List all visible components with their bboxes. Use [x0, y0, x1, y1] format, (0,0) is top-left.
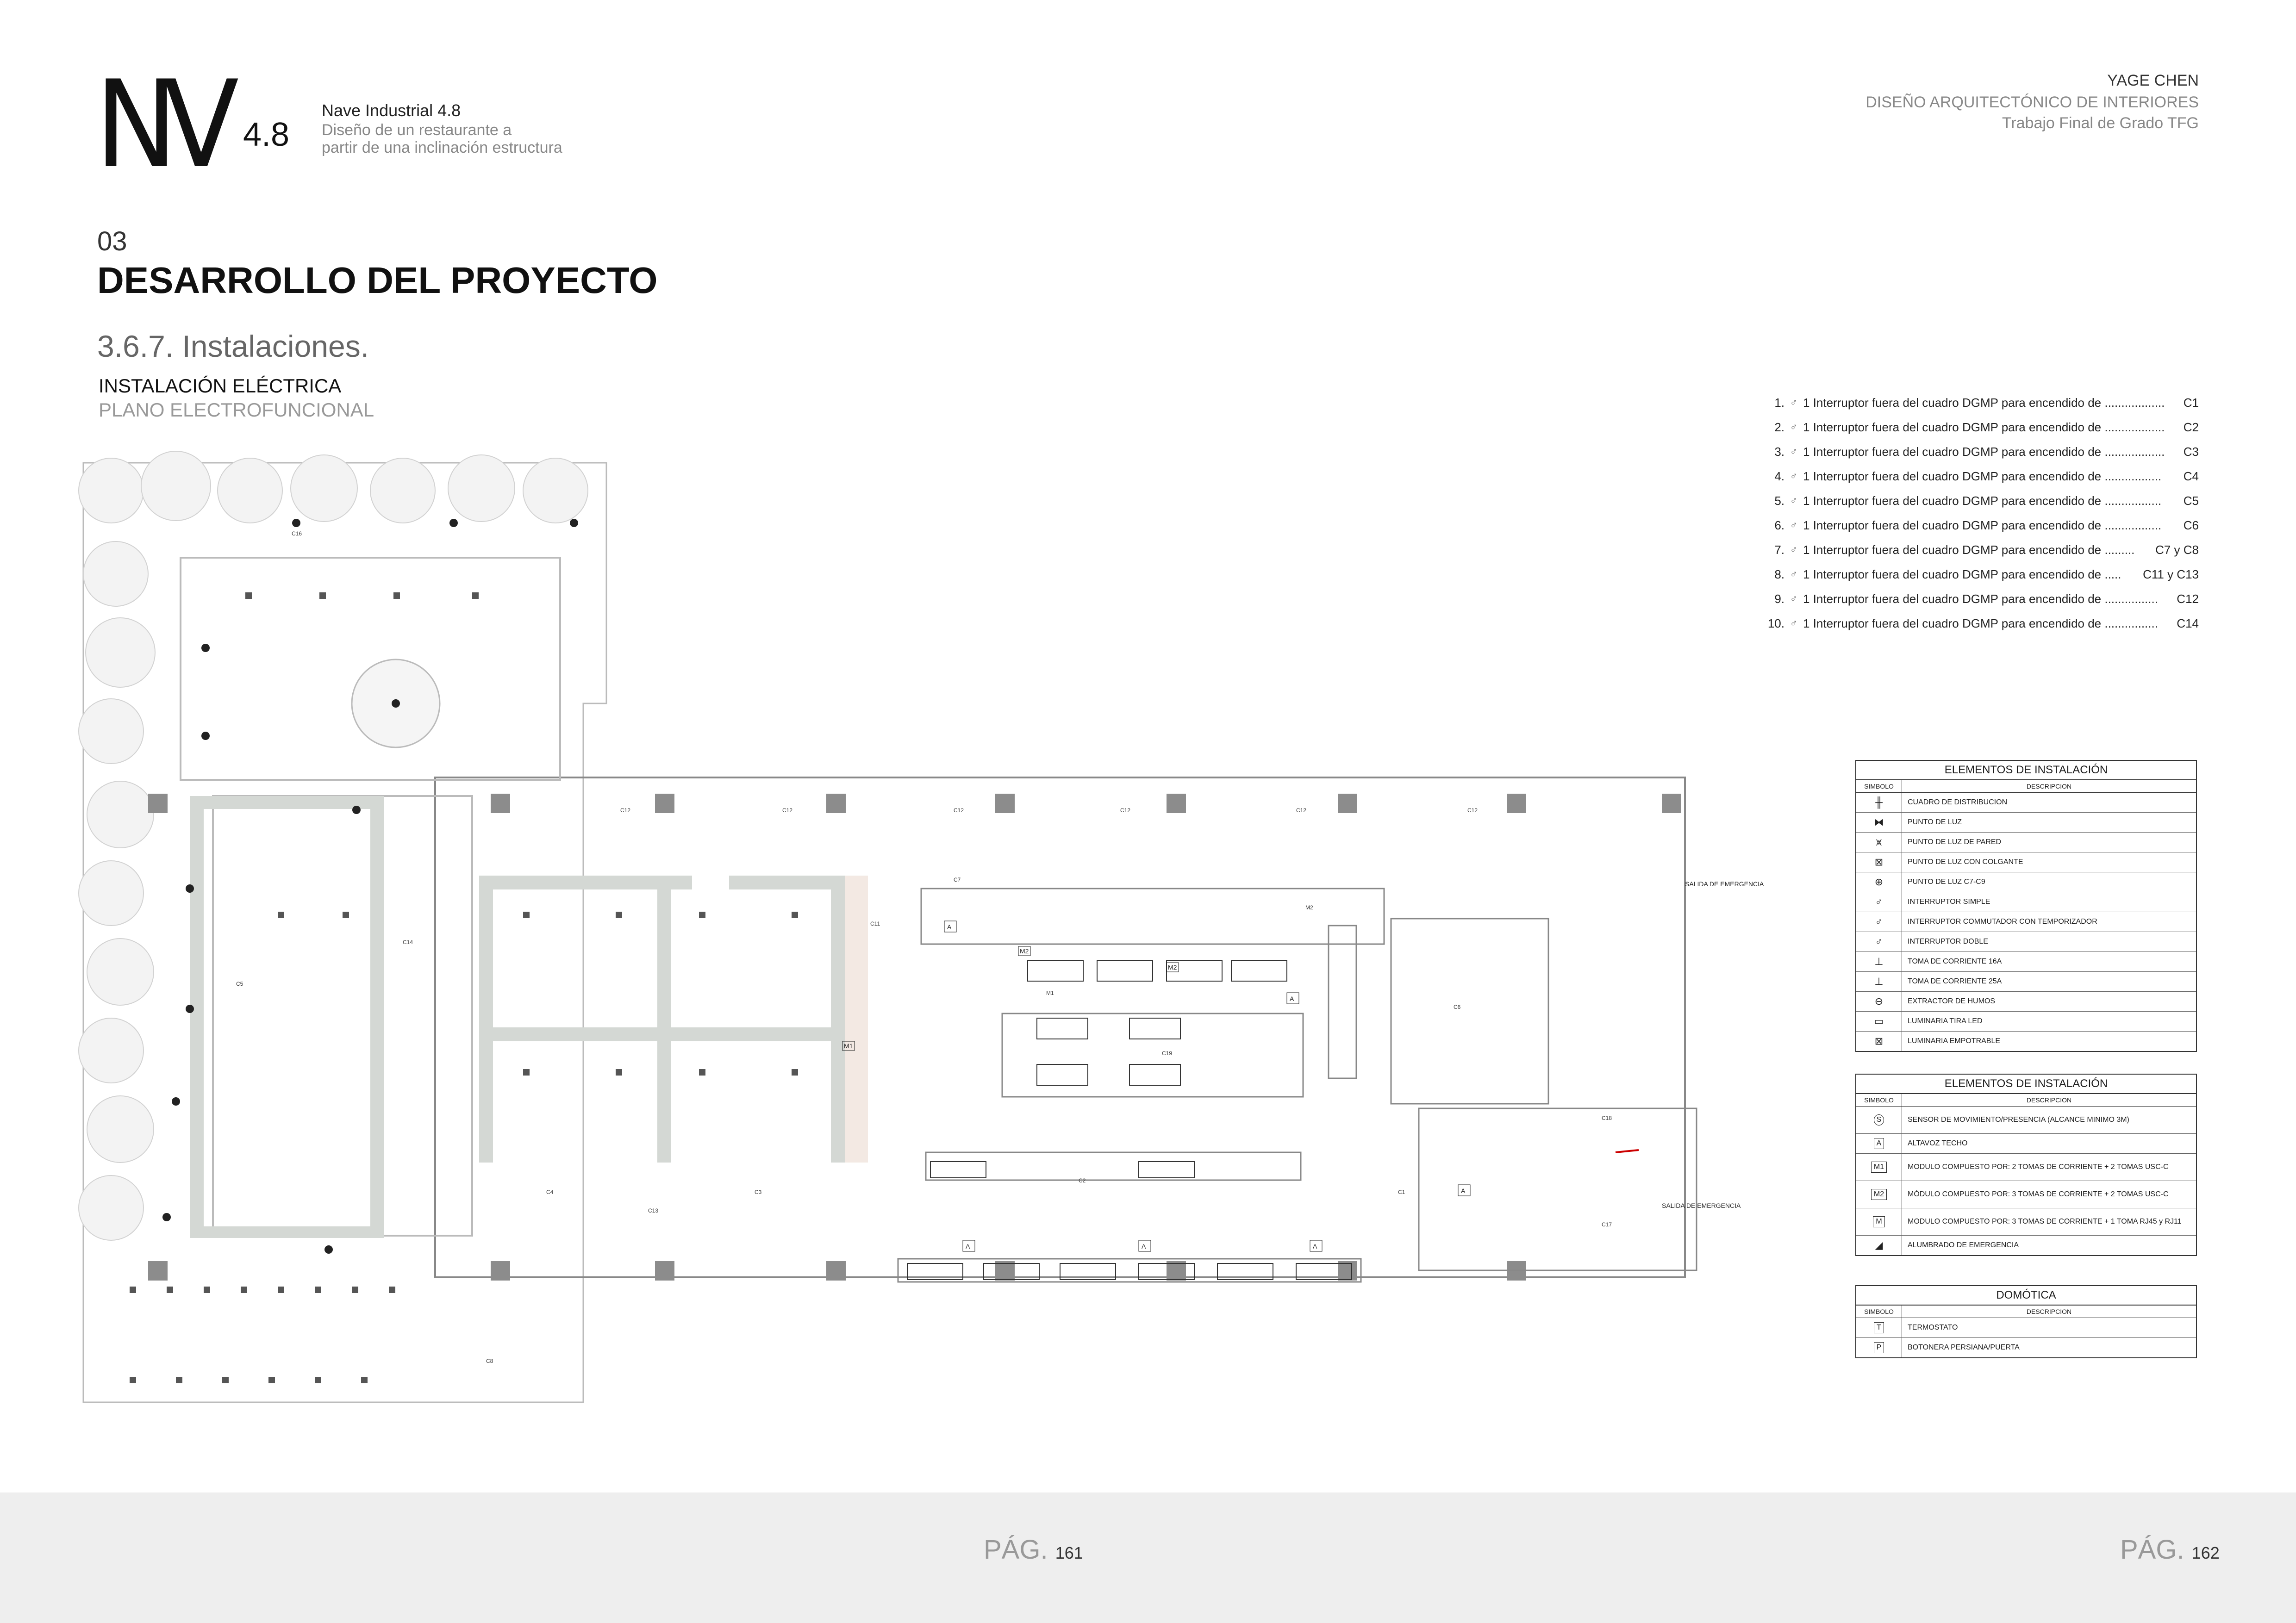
thermostat-icon: T — [1874, 1322, 1884, 1333]
svg-text:A: A — [1290, 995, 1294, 1002]
svg-text:C3: C3 — [755, 1189, 762, 1195]
legend-row: ♂ INTERRUPTOR SIMPLE — [1856, 892, 2196, 912]
legend-col-desc: DESCRIPCION — [2026, 1096, 2072, 1104]
switch-item: 10. ♂ 1 Interruptor fuera del cuadro DGMP para encendido de ................ C14 — [1767, 616, 2199, 630]
switch-item: 5. ♂ 1 Interruptor fuera del cuadro DGMP para encendido de ................. C5 — [1774, 493, 2199, 508]
logo-letters: NV — [95, 55, 225, 195]
project-title: Nave Industrial 4.8 — [322, 101, 461, 120]
switch-icon: ♂ — [1790, 519, 1798, 531]
module-m-icon: M — [1873, 1216, 1884, 1227]
wall-light-icon: ⩙ — [1856, 833, 1902, 852]
switch-item: 4. ♂ 1 Interruptor fuera del cuadro DGMP para encendido de ................. C4 — [1774, 469, 2199, 483]
module-m2-icon: M2 — [1871, 1189, 1887, 1200]
switch-icon: ♂ — [1790, 495, 1798, 506]
table-light-marks — [130, 592, 798, 1383]
legend-row: ╫ CUADRO DE DISTRIBUCION — [1856, 793, 2196, 813]
svg-text:A: A — [947, 923, 952, 931]
legend-title: ELEMENTOS DE INSTALACIÓN — [1856, 761, 2196, 780]
led-strip-icon: ▭ — [1856, 1012, 1902, 1031]
svg-text:C18: C18 — [1602, 1115, 1612, 1121]
switch-icon: ♂ — [1790, 544, 1798, 555]
switch-icon: ♂ — [1790, 397, 1798, 408]
subtitle-plan: PLANO ELECTROFUNCIONAL — [99, 399, 374, 421]
svg-text:C7: C7 — [954, 877, 961, 883]
svg-text:C12: C12 — [1120, 807, 1131, 814]
circuit-labels — [236, 530, 1612, 1364]
page-number-left: PÁG. 161 — [984, 1535, 1083, 1565]
speaker-icon: A — [1874, 1138, 1884, 1149]
light-point-icon: ⧓ — [1856, 813, 1902, 832]
svg-text:A: A — [1142, 1243, 1146, 1250]
electrical-floor-plan — [83, 454, 1764, 1412]
socket-25a-icon: ⊥ — [1856, 972, 1902, 991]
legend-col-symbol: SIMBOLO — [1856, 780, 1902, 792]
svg-text:C14: C14 — [403, 939, 413, 945]
svg-text:C12: C12 — [782, 807, 793, 814]
switch-item: 8. ♂ 1 Interruptor fuera del cuadro DGMP para encendido de ..... C11 y C13 — [1774, 567, 2199, 581]
legend-row: ⊖ EXTRACTOR DE HUMOS — [1856, 992, 2196, 1012]
switch-icon: ♂ — [1790, 470, 1798, 482]
legend-installation-elements — [1855, 760, 2197, 1052]
author-name: YAGE CHEN — [2107, 72, 2199, 89]
department: DISEÑO ARQUITECTÓNICO DE INTERIORES — [1866, 93, 2199, 111]
svg-text:C16: C16 — [292, 530, 302, 537]
emergency-exit-label: SALIDA DE EMERGENCIA — [1685, 880, 1764, 888]
switch-item: 7. ♂ 1 Interruptor fuera del cuadro DGMP para encendido de ......... C7 y C8 — [1774, 542, 2199, 557]
svg-text:M1: M1 — [844, 1042, 853, 1050]
emergency-exit-label: SALIDA DE EMERGENCIA — [1662, 1202, 1741, 1209]
switch-item: 1. ♂ 1 Interruptor fuera del cuadro DGMP para encendido de .................. C1 — [1774, 395, 2199, 410]
booth-partitions — [190, 796, 845, 1238]
legend-row: M MODULO COMPUESTO POR: 3 TOMAS DE CORRIENTE + 1 TOMA RJ45 y RJ11 — [1856, 1208, 2196, 1236]
double-switch-icon: ♂ — [1856, 932, 1902, 951]
legend-col-desc: DESCRIPCION — [2026, 783, 2072, 790]
switch-item: 2. ♂ 1 Interruptor fuera del cuadro DGMP para encendido de .................. C2 — [1774, 420, 2199, 434]
plan-outline — [83, 463, 1685, 1402]
project-desc-line1: Diseño de un restaurante a — [322, 121, 512, 139]
svg-text:M2: M2 — [1305, 904, 1313, 911]
distribution-board-icon: ╫ — [1856, 793, 1902, 812]
svg-text:C13: C13 — [648, 1207, 659, 1214]
legend-row: P BOTONERA PERSIANA/PUERTA — [1856, 1338, 2196, 1357]
switch-icon: ♂ — [1790, 421, 1798, 433]
page-number-right: PÁG. 162 — [2120, 1535, 2220, 1565]
timer-switch-icon: ♂ — [1856, 912, 1902, 932]
legend-row: ⊥ TOMA DE CORRIENTE 16A — [1856, 952, 2196, 972]
svg-text:M2: M2 — [1168, 964, 1177, 971]
legend-row: M1 MODULO COMPUESTO POR: 2 TOMAS DE CORRIENTE + 2 TOMAS USC-C — [1856, 1154, 2196, 1181]
legend-row: M2 MÓDULO COMPUESTO POR: 3 TOMAS DE CORRIENTE + 2 TOMAS USC-C — [1856, 1181, 2196, 1208]
work-type: Trabajo Final de Grado TFG — [2002, 114, 2199, 132]
svg-text:C12: C12 — [954, 807, 964, 814]
garden-trees — [79, 451, 588, 1240]
footer-bar — [0, 1492, 2296, 1623]
legend-row: ⩙ PUNTO DE LUZ DE PARED — [1856, 833, 2196, 852]
blind-door-panel-icon: P — [1874, 1342, 1884, 1353]
legend-row: ⊠ PUNTO DE LUZ CON COLGANTE — [1856, 852, 2196, 872]
section-number: 03 — [97, 226, 127, 256]
socket-16a-icon: ⊥ — [1856, 952, 1902, 971]
switch-item: 3. ♂ 1 Interruptor fuera del cuadro DGMP para encendido de .................. C3 — [1774, 444, 2199, 459]
legend-row: ⊕ PUNTO DE LUZ C7-C9 — [1856, 872, 2196, 892]
svg-text:A: A — [1461, 1187, 1466, 1194]
svg-text:C12: C12 — [1467, 807, 1478, 814]
pendant-light-icon: ⊠ — [1856, 852, 1902, 872]
svg-text:C5: C5 — [236, 981, 243, 987]
exit-door-mark — [1616, 1150, 1639, 1152]
legend-col-symbol: SIMBOLO — [1856, 1094, 1902, 1106]
svg-text:C12: C12 — [620, 807, 631, 814]
switch-item: 9. ♂ 1 Interruptor fuera del cuadro DGMP para encendido de ................ C12 — [1774, 591, 2199, 606]
legend-title: DOMÓTICA — [1856, 1286, 2196, 1306]
project-desc-line2: partir de una inclinación estructura — [322, 139, 562, 156]
legend-col-symbol: SIMBOLO — [1856, 1306, 1902, 1318]
switch-icon: ♂ — [1790, 593, 1798, 604]
svg-text:C12: C12 — [1296, 807, 1307, 814]
wood-wall-panel — [845, 876, 868, 1163]
light-c7-c9-icon: ⊕ — [1856, 872, 1902, 892]
legend-row: ⊠ LUMINARIA EMPOTRABLE — [1856, 1032, 2196, 1051]
legend-title: ELEMENTOS DE INSTALACIÓN — [1856, 1075, 2196, 1094]
svg-text:C17: C17 — [1602, 1221, 1612, 1228]
svg-text:C6: C6 — [1454, 1004, 1461, 1010]
legend-row: ♂ INTERRUPTOR COMMUTADOR CON TEMPORIZADOR — [1856, 912, 2196, 932]
legend-col-desc: DESCRIPCION — [2026, 1308, 2072, 1315]
simple-switch-icon: ♂ — [1856, 892, 1902, 912]
legend-row: ▭ LUMINARIA TIRA LED — [1856, 1012, 2196, 1032]
svg-text:C2: C2 — [1079, 1177, 1086, 1184]
svg-text:C11: C11 — [870, 920, 880, 927]
luminaires — [907, 960, 1352, 1280]
switch-icon: ♂ — [1790, 568, 1798, 580]
module-m1-icon: M1 — [1871, 1162, 1887, 1173]
svg-text:C8: C8 — [486, 1358, 493, 1364]
legend-domotics — [1855, 1285, 2197, 1358]
legend-row: ◢ ALUMBRADO DE EMERGENCIA — [1856, 1236, 2196, 1255]
legend-row: S SENSOR DE MOVIMIENTO/PRESENCIA (ALCANCE MINIMO 3M) — [1856, 1107, 2196, 1134]
svg-text:C4: C4 — [546, 1189, 554, 1195]
switch-icon: ♂ — [1790, 617, 1798, 629]
switch-item: 6. ♂ 1 Interruptor fuera del cuadro DGMP para encendido de ................. C6 — [1774, 518, 2199, 532]
subsection-title: 3.6.7. Instalaciones. — [97, 329, 369, 363]
motion-sensor-icon: S — [1874, 1114, 1884, 1126]
legend-row: ⊥ TOMA DE CORRIENTE 25A — [1856, 972, 2196, 992]
legend-row: ⧓ PUNTO DE LUZ — [1856, 813, 2196, 833]
legend-row: A ALTAVOZ TECHO — [1856, 1134, 2196, 1154]
legend-row: ♂ INTERRUPTOR DOBLE — [1856, 932, 2196, 952]
recessed-light-icon: ⊠ — [1856, 1032, 1902, 1051]
emergency-light-icon: ◢ — [1856, 1236, 1902, 1255]
switch-icon: ♂ — [1790, 446, 1798, 457]
svg-text:M1: M1 — [1046, 990, 1054, 996]
svg-text:C1: C1 — [1398, 1189, 1405, 1195]
svg-text:C19: C19 — [1162, 1050, 1173, 1057]
smoke-extractor-icon: ⊖ — [1856, 992, 1902, 1011]
legend-row: T TERMOSTATO — [1856, 1318, 2196, 1338]
subtitle-electrical: INSTALACIÓN ELÉCTRICA — [99, 375, 342, 397]
legend-installation-elements-2 — [1855, 1074, 2197, 1256]
svg-text:A: A — [966, 1243, 970, 1250]
logo-number: 4.8 — [243, 116, 290, 153]
module-markers — [842, 921, 1470, 1251]
svg-text:M2: M2 — [1020, 947, 1029, 955]
section-title: DESARROLLO DEL PROYECTO — [97, 260, 658, 301]
svg-text:A: A — [1313, 1243, 1317, 1250]
counters — [898, 889, 1697, 1282]
